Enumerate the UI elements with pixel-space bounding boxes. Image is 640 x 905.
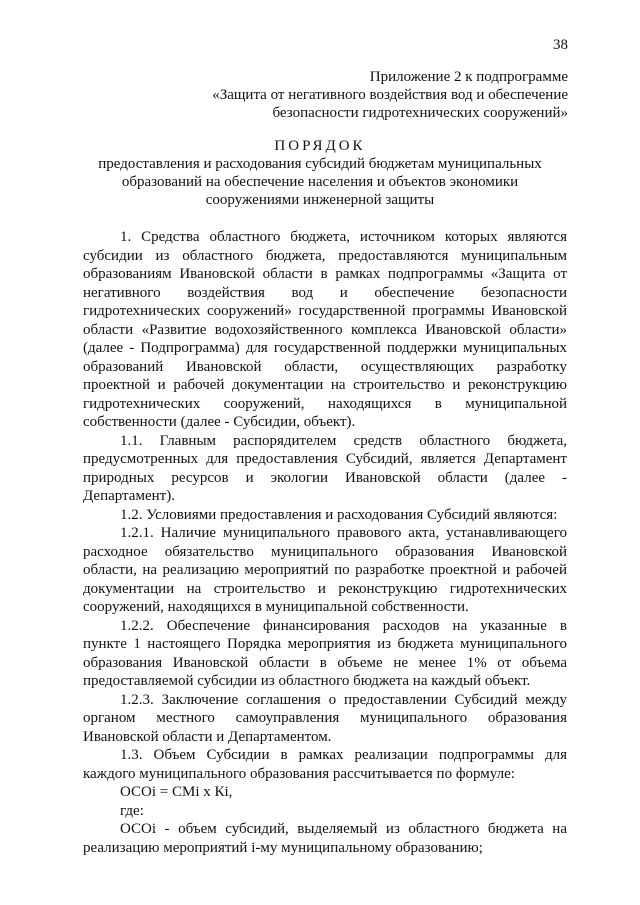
body-paragraph (83, 746, 567, 783)
paragraph-line: области, на реализацию мероприятий по разработке проектной и рабочей (83, 562, 567, 578)
paragraph-line: субсидии из областного бюджета, предоставляются муниципальным (83, 247, 567, 264)
appendix-heading (148, 68, 568, 122)
paragraph-line: предусмотренных для предоставления Субсидий, является Департамент (83, 451, 567, 467)
paragraph-line: 1.1. Главным распорядителем средств областного бюджета, (120, 432, 567, 449)
paragraph-line: гидротехнических сооружений, находящихся в муниципальной (83, 395, 567, 412)
body-paragraph (83, 506, 567, 525)
paragraph-line: образования Ивановской области в объеме не менее 1% от объема (83, 654, 567, 671)
paragraph-line: 1. Средства областного бюджета, источником которых являются (120, 229, 567, 245)
body-paragraph (83, 228, 567, 432)
paragraph-line: 1.2. Условиями предоставления и расходования Субсидий являются: (120, 506, 558, 523)
paragraph-line: расходное обязательство муниципального образования Ивановской (83, 543, 567, 560)
paragraph-line: 1.2.3. Заключение соглашения о предоставлении Субсидий между (120, 691, 567, 708)
body-paragraph (83, 820, 567, 857)
paragraph-line: гидротехнических сооружений» государственной программы Ивановской (83, 303, 567, 319)
paragraph-line: документации на строительство и реконструкцию гидротехнических (83, 580, 567, 597)
paragraph-line: сооружений, находящихся в муниципальной собственности. (83, 599, 469, 615)
paragraph-line: природных ресурсов и экологии Ивановской области (далее - (83, 469, 567, 486)
paragraph-line: ОСОi = СМi х Кi, (120, 784, 233, 800)
paragraph-line: где: (120, 802, 144, 819)
body-paragraph (83, 691, 567, 747)
paragraph-line: образованиям Ивановской области в рамках подпрограммы «Защита от (83, 266, 567, 282)
paragraph-line: негативного воздействия вод и обеспечение безопасности (83, 284, 567, 301)
paragraph-line: собственности (далее - Субсидии, объект). (83, 414, 356, 430)
appendix-line: Приложение 2 к подпрограмме (369, 69, 568, 85)
body-paragraph (83, 783, 567, 802)
appendix-line: «Защита от негативного воздействия вод и обеспечение (212, 87, 568, 103)
subtitle-line: предоставления и расходования субсидий бюджетам муниципальных (98, 156, 542, 172)
body-paragraph (83, 524, 567, 617)
body-paragraph (83, 432, 567, 506)
paragraph-line: образований Ивановской области, осуществляющих разработку (83, 358, 567, 375)
page-number: 38 (553, 37, 568, 53)
paragraph-line: Департамент). (83, 488, 175, 504)
paragraph-line: реализацию мероприятий i-му муниципальному образованию; (83, 839, 483, 856)
paragraph-line: ОСОi - объем субсидий, выделяемый из областного бюджета на (120, 821, 567, 837)
paragraph-line: органом местного самоуправления муниципального образования (83, 710, 567, 726)
paragraph-line: 1.2.1. Наличие муниципального правового акта, устанавливающего (120, 525, 567, 541)
paragraph-line: Ивановской области и Департаментом. (83, 728, 332, 745)
appendix-line: безопасности гидротехнических сооружений» (272, 105, 568, 121)
body-paragraph (83, 617, 567, 691)
paragraph-line: проектной и рабочей документации на строительство и реконструкцию (83, 377, 567, 393)
paragraph-line: предоставляемой субсидии из областного бюджета на каждый объект. (83, 673, 531, 689)
paragraph-line: области «Развитие водохозяйственного комплекса Ивановской области» (83, 321, 567, 338)
paragraph-line: 1.2.2. Обеспечение финансирования расходов на указанные в (120, 617, 567, 634)
document-title: ПОРЯДОК (274, 138, 366, 154)
document-body (83, 228, 567, 857)
paragraph-line: пункте 1 настоящего Порядка мероприятия из бюджета муниципального (83, 636, 567, 652)
paragraph-line: каждого муниципального образования рассчитывается по формуле: (83, 765, 515, 782)
paragraph-line: (далее - Подпрограмма) для государственной поддержки муниципальных (83, 340, 567, 356)
subtitle-line: образований на обеспечение населения и объектов экономики (121, 174, 519, 190)
body-paragraph (83, 802, 567, 821)
subtitle-line: сооружениями инженерной защиты (205, 192, 435, 208)
document-subtitle (90, 155, 550, 209)
paragraph-line: 1.3. Объем Субсидии в рамках реализации подпрограммы для (120, 747, 567, 763)
